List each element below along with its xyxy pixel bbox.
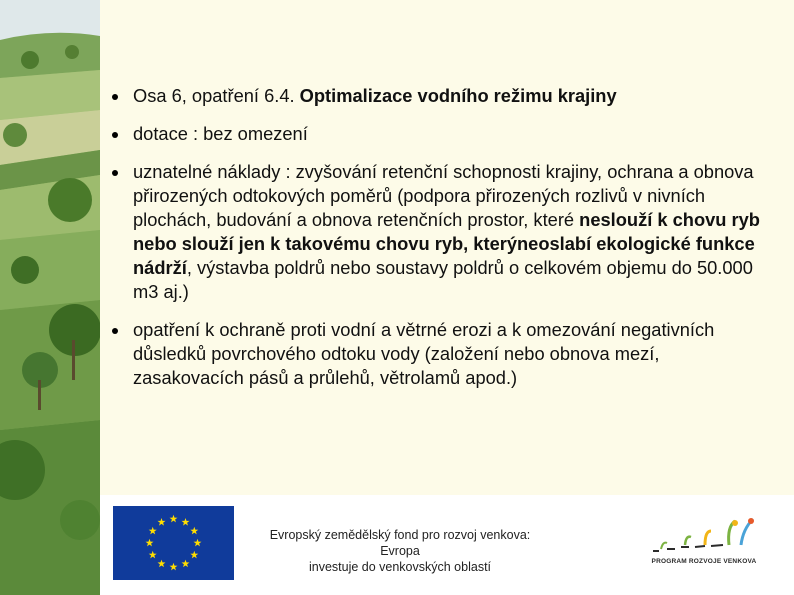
- program-rozvoje-venkova-logo: [645, 513, 763, 573]
- slide-content: [100, 0, 794, 495]
- bullet-list: [110, 84, 770, 404]
- bullet-dot-icon: [112, 94, 118, 100]
- bullet-dot-icon: [112, 328, 118, 334]
- footer: [100, 495, 794, 595]
- bullet-text: Osa 6, opatření 6.4.: [133, 85, 300, 106]
- fund-text: [250, 527, 550, 575]
- eu-star-icon: [190, 551, 198, 559]
- eu-flag-icon: [113, 506, 234, 580]
- eu-star-icon: [149, 527, 157, 535]
- bullet-text-bold: Optimalizace vodního režimu krajiny: [299, 85, 617, 106]
- bullet-dot-icon: [112, 170, 118, 176]
- bullet-item: [110, 84, 770, 108]
- bullet-item: [110, 318, 770, 390]
- landscape-photo: [0, 0, 100, 595]
- eu-star-icon: [194, 539, 202, 547]
- bullet-item: [110, 160, 770, 304]
- eu-star-icon: [182, 560, 190, 568]
- bullet-text: , výstavba poldrů nebo soustavy poldrů o celkovém objemu do 50.000 m3 aj.): [133, 257, 753, 302]
- eu-star-icon: [170, 563, 178, 571]
- bullet-text: uznatelné náklady : zvyšování retenční schopnosti krajiny, ochrana a obnova přirozených odtokových poměrů (podpora přirozených rozlivů v nivních plochách, budování a obnova retenčních prostor, které: [133, 161, 754, 230]
- fund-text-line2: investuje do venkovských oblastí: [308, 560, 492, 574]
- eu-star-icon: [182, 518, 190, 526]
- eu-star-icon: [158, 518, 166, 526]
- bullet-text-bold: neslouží k chovu ryb nebo slouží jen k takovému chovu ryb, kterýneoslabí ekologické funkce nádrží: [133, 209, 760, 278]
- bullet-text: dotace : bez omezení: [133, 123, 308, 144]
- bullet-dot-icon: [112, 132, 118, 138]
- eu-star-icon: [190, 527, 198, 535]
- bullet-item: [110, 122, 770, 146]
- eu-star-icon: [158, 560, 166, 568]
- fund-text-line1: Evropský zemědělský fond pro rozvoj venkova: Evropa: [269, 528, 531, 558]
- bullet-text: opatření k ochraně proti vodní a větrné erozi a k omezování negativních důsledků povrchového odtoku vody (založení nebo obnova mezí, zasakovacích pásů a průlehů, větrolamů apod.): [133, 319, 715, 388]
- eu-star-icon: [149, 551, 157, 559]
- logo-label: PROGRAM ROZVOJE VENKOVA: [651, 558, 757, 565]
- eu-star-icon: [146, 539, 154, 547]
- eu-star-icon: [170, 515, 178, 523]
